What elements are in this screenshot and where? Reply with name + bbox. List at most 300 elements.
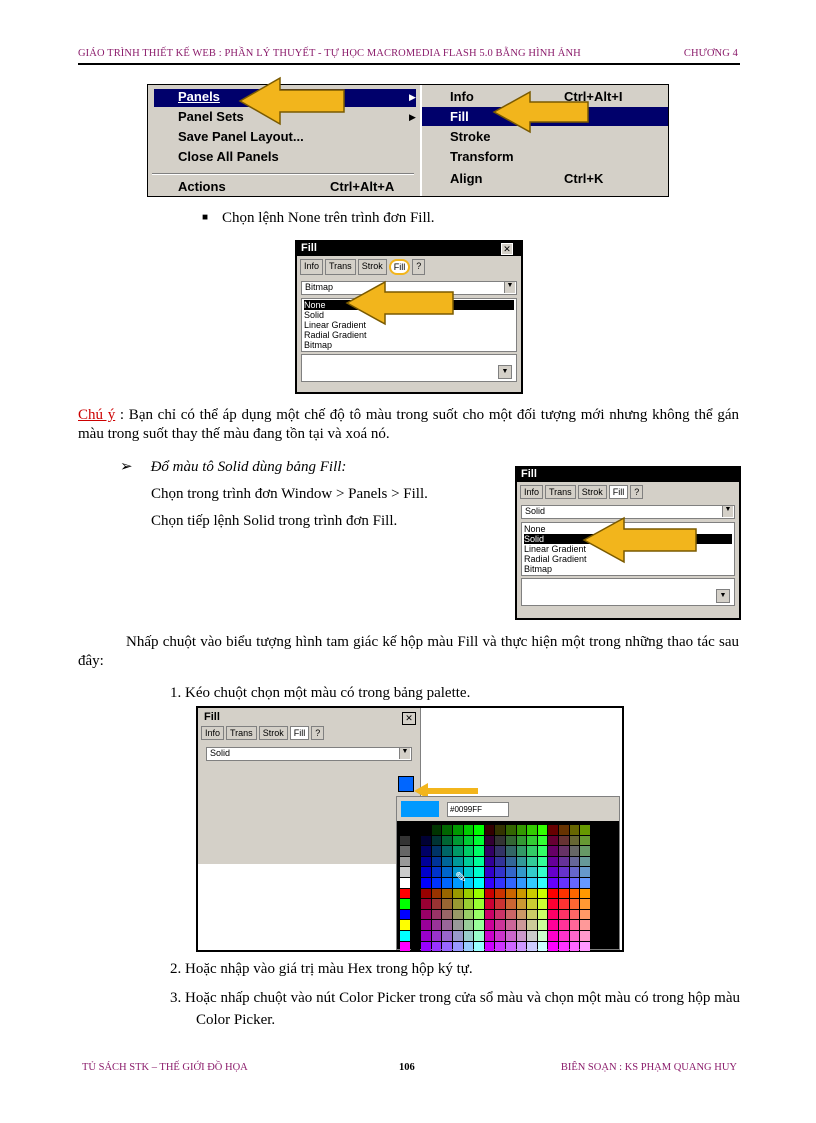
- color-swatch[interactable]: [464, 836, 474, 846]
- color-swatch[interactable]: [548, 878, 558, 888]
- color-swatch[interactable]: [485, 910, 495, 920]
- color-swatch[interactable]: [474, 857, 484, 867]
- color-swatch[interactable]: [559, 867, 569, 877]
- color-swatch[interactable]: [538, 825, 548, 835]
- color-swatch[interactable]: [570, 878, 580, 888]
- color-swatch[interactable]: [432, 857, 442, 867]
- option-none[interactable]: None: [524, 524, 546, 534]
- option-bitmap[interactable]: Bitmap: [304, 340, 333, 350]
- color-swatch[interactable]: [442, 931, 452, 941]
- pointer-arrow-icon: [492, 90, 592, 134]
- page-header: [78, 48, 738, 59]
- color-swatch[interactable]: [411, 889, 421, 899]
- color-swatch[interactable]: [474, 878, 484, 888]
- color-swatch[interactable]: [442, 846, 452, 856]
- color-swatch[interactable]: [570, 846, 580, 856]
- color-swatch[interactable]: [432, 825, 442, 835]
- submenu-item-align[interactable]: Align: [450, 171, 483, 186]
- color-swatch[interactable]: [517, 878, 527, 888]
- color-swatch[interactable]: [538, 846, 548, 856]
- bullet-item: ■ Chọn lệnh None trên trình đơn Fill.: [202, 210, 435, 226]
- color-swatch[interactable]: [517, 889, 527, 899]
- option-bitmap[interactable]: Bitmap: [524, 564, 553, 574]
- chevron-down-icon[interactable]: ▼: [716, 589, 730, 603]
- color-swatch[interactable]: [506, 910, 516, 920]
- color-swatch[interactable]: [464, 931, 474, 941]
- color-swatch[interactable]: [442, 942, 452, 952]
- panel-title: Fill: [204, 711, 220, 723]
- color-swatch[interactable]: [506, 931, 516, 941]
- color-swatch[interactable]: [517, 920, 527, 930]
- color-swatch[interactable]: [442, 825, 452, 835]
- section-line-2: Chọn tiếp lệnh Solid trong trình đơn Fill.: [151, 513, 398, 529]
- color-swatch[interactable]: [538, 910, 548, 920]
- color-swatch[interactable]: [421, 942, 431, 952]
- color-swatch[interactable]: [485, 931, 495, 941]
- color-swatch[interactable]: [548, 846, 558, 856]
- color-swatch[interactable]: [527, 836, 537, 846]
- step-1: 1. Kéo chuột chọn một màu có trong bảng palette.: [170, 685, 471, 701]
- color-swatch[interactable]: [485, 846, 495, 856]
- color-swatch[interactable]: [453, 836, 463, 846]
- color-swatch[interactable]: [400, 889, 410, 899]
- panel-preview-area: [301, 354, 517, 382]
- close-icon[interactable]: ✕: [501, 243, 513, 255]
- color-swatch[interactable]: [570, 931, 580, 941]
- color-swatch[interactable]: [527, 931, 537, 941]
- color-swatch[interactable]: [527, 846, 537, 856]
- color-swatch[interactable]: [400, 942, 410, 952]
- color-swatch[interactable]: [570, 836, 580, 846]
- color-swatch[interactable]: [506, 836, 516, 846]
- color-swatch[interactable]: [495, 931, 505, 941]
- color-swatch[interactable]: [580, 836, 590, 846]
- section-line-1: Chọn trong trình đơn Window > Panels > Fill.: [151, 486, 428, 502]
- menu-separator: [152, 173, 414, 175]
- color-swatch[interactable]: [517, 931, 527, 941]
- color-swatch[interactable]: [442, 889, 452, 899]
- color-swatch[interactable]: [442, 836, 452, 846]
- color-swatch[interactable]: [570, 910, 580, 920]
- color-swatch[interactable]: [548, 899, 558, 909]
- color-swatch[interactable]: [495, 836, 505, 846]
- color-swatch[interactable]: [506, 920, 516, 930]
- color-swatch[interactable]: [517, 899, 527, 909]
- color-swatch[interactable]: [559, 825, 569, 835]
- footer-series: TỦ SÁCH STK – THẾ GIỚI ĐỒ HỌA: [82, 1062, 248, 1073]
- help-icon[interactable]: ?: [630, 485, 643, 499]
- option-solid[interactable]: Solid: [304, 310, 325, 320]
- chevron-down-icon[interactable]: ▼: [399, 748, 410, 759]
- color-swatch[interactable]: [421, 920, 431, 930]
- color-swatch[interactable]: [570, 825, 580, 835]
- color-swatch[interactable]: [464, 899, 474, 909]
- fill-type-select[interactable]: Bitmap ▼: [301, 281, 517, 295]
- color-swatch[interactable]: [485, 920, 495, 930]
- color-swatch[interactable]: [453, 899, 463, 909]
- eyedropper-icon: ✎: [455, 869, 467, 885]
- color-swatch[interactable]: [506, 846, 516, 856]
- color-swatch[interactable]: [548, 825, 558, 835]
- color-swatch[interactable]: [421, 825, 431, 835]
- color-swatch[interactable]: [538, 878, 548, 888]
- color-swatch[interactable]: [485, 857, 495, 867]
- color-swatch[interactable]: [538, 867, 548, 877]
- color-swatch[interactable]: [580, 920, 590, 930]
- color-swatch[interactable]: [580, 878, 590, 888]
- tab-info[interactable]: Info: [520, 485, 543, 499]
- color-swatch[interactable]: [485, 867, 495, 877]
- panel-tabs: [198, 726, 420, 743]
- chevron-down-icon[interactable]: ▼: [498, 365, 512, 379]
- tab-fill[interactable]: Fill: [609, 485, 629, 499]
- color-swatch[interactable]: [570, 857, 580, 867]
- color-swatch[interactable]: [432, 931, 442, 941]
- menu-item-actions[interactable]: Actions: [178, 179, 226, 194]
- color-swatch[interactable]: [432, 867, 442, 877]
- pointer-arrow-icon: [238, 76, 348, 126]
- color-swatch[interactable]: [559, 889, 569, 899]
- color-swatch[interactable]: [464, 825, 474, 835]
- color-swatch[interactable]: [548, 867, 558, 877]
- color-swatch[interactable]: [432, 889, 442, 899]
- color-swatch[interactable]: [453, 825, 463, 835]
- instruction-paragraph: Nhấp chuột vào biểu tượng hình tam giác kế hộp màu Fill và thực hiện một trong những thao tác sau đây:: [78, 634, 739, 669]
- color-swatch[interactable]: [421, 878, 431, 888]
- panel-title: Fill: [517, 468, 739, 482]
- color-swatch[interactable]: [400, 899, 410, 909]
- color-swatch[interactable]: [464, 920, 474, 930]
- section-heading: ➢ Đổ màu tô Solid dùng bảng Fill:: [120, 459, 347, 475]
- tab-fill[interactable]: Fill: [389, 259, 411, 275]
- color-swatch[interactable]: [538, 931, 548, 941]
- color-swatch[interactable]: [453, 889, 463, 899]
- submenu-arrow-icon: ▶: [409, 92, 416, 102]
- color-swatch[interactable]: [453, 931, 463, 941]
- color-swatch[interactable]: [474, 836, 484, 846]
- color-swatch[interactable]: [400, 846, 410, 856]
- color-swatch[interactable]: [517, 825, 527, 835]
- color-swatch[interactable]: [432, 910, 442, 920]
- color-swatch[interactable]: [570, 942, 580, 952]
- help-icon[interactable]: ?: [412, 259, 425, 275]
- submenu-item-stroke[interactable]: Stroke: [450, 129, 491, 144]
- color-swatch[interactable]: [411, 857, 421, 867]
- color-swatch[interactable]: [421, 867, 431, 877]
- help-icon[interactable]: ?: [311, 726, 324, 740]
- color-swatch[interactable]: [527, 920, 537, 930]
- color-swatch[interactable]: [432, 942, 442, 952]
- color-swatch[interactable]: [495, 910, 505, 920]
- color-swatch[interactable]: [517, 942, 527, 952]
- color-swatch[interactable]: [421, 899, 431, 909]
- color-grid[interactable]: [400, 825, 590, 951]
- color-swatch[interactable]: [411, 910, 421, 920]
- color-swatch[interactable]: [411, 931, 421, 941]
- footer-author: BIÊN SOẠN : KS PHẠM QUANG HUY: [560, 1062, 737, 1073]
- color-swatch[interactable]: [495, 867, 505, 877]
- color-swatch[interactable]: [474, 920, 484, 930]
- color-swatch[interactable]: [527, 899, 537, 909]
- color-swatch[interactable]: [538, 857, 548, 867]
- menu-item-panels[interactable]: Panels: [178, 89, 220, 104]
- color-preview-swatch: [401, 801, 439, 817]
- color-swatch[interactable]: [580, 899, 590, 909]
- panel-title: Fill: [297, 242, 521, 256]
- color-swatch[interactable]: [421, 931, 431, 941]
- option-radial[interactable]: Radial Gradient: [524, 554, 587, 564]
- color-swatch[interactable]: [453, 942, 463, 952]
- color-swatch[interactable]: [411, 920, 421, 930]
- color-swatch[interactable]: [495, 899, 505, 909]
- color-swatch[interactable]: [559, 878, 569, 888]
- color-swatch[interactable]: [538, 889, 548, 899]
- bullet-icon: ■: [202, 212, 209, 223]
- color-swatch[interactable]: [442, 857, 452, 867]
- tab-transform[interactable]: Trans: [325, 259, 356, 275]
- color-swatch[interactable]: [421, 889, 431, 899]
- color-swatch[interactable]: [495, 846, 505, 856]
- pointer-arrow-icon: [345, 280, 457, 326]
- color-swatch[interactable]: [495, 857, 505, 867]
- color-swatch[interactable]: [432, 899, 442, 909]
- note-paragraph: Chú ý : Bạn chỉ có thể áp dụng một chế độ tô màu trong suốt cho một đối tượng mới nhưng không thể gán màu trong suốt thay thế màu đang tồn tại và xoá nó.: [78, 407, 739, 442]
- color-swatch[interactable]: [411, 846, 421, 856]
- submenu-arrow-icon: ▶: [409, 112, 416, 122]
- color-swatch[interactable]: [570, 867, 580, 877]
- color-swatch[interactable]: [580, 846, 590, 856]
- color-swatch[interactable]: [580, 910, 590, 920]
- color-swatch[interactable]: [527, 878, 537, 888]
- color-swatch[interactable]: [411, 825, 421, 835]
- color-swatch[interactable]: [485, 836, 495, 846]
- color-swatch[interactable]: [453, 857, 463, 867]
- color-swatch[interactable]: [580, 825, 590, 835]
- color-swatch[interactable]: [570, 889, 580, 899]
- color-swatch[interactable]: [538, 920, 548, 930]
- color-swatch[interactable]: [527, 942, 537, 952]
- color-swatch[interactable]: [527, 867, 537, 877]
- panel-preview-area: [521, 578, 735, 606]
- chapter-label: CHƯƠNG 4: [683, 48, 738, 59]
- color-swatch[interactable]: [548, 931, 558, 941]
- color-swatch[interactable]: [548, 920, 558, 930]
- color-swatch[interactable]: [506, 899, 516, 909]
- color-swatch[interactable]: [559, 910, 569, 920]
- color-swatch[interactable]: [464, 942, 474, 952]
- color-swatch[interactable]: [453, 846, 463, 856]
- chevron-down-icon[interactable]: ▼: [722, 506, 733, 517]
- page-number: 106: [399, 1062, 415, 1073]
- color-swatch[interactable]: [559, 899, 569, 909]
- color-swatch[interactable]: [495, 878, 505, 888]
- header-rule: [78, 63, 740, 65]
- color-swatch[interactable]: [495, 942, 505, 952]
- color-swatch[interactable]: [485, 878, 495, 888]
- tab-fill[interactable]: Fill: [290, 726, 310, 740]
- color-swatch[interactable]: [474, 910, 484, 920]
- option-solid[interactable]: Solid: [524, 534, 732, 544]
- fill-panel: [198, 708, 421, 864]
- color-swatch[interactable]: [474, 889, 484, 899]
- color-swatch[interactable]: [411, 942, 421, 952]
- option-radial[interactable]: Radial Gradient: [304, 330, 367, 340]
- color-swatch[interactable]: [538, 942, 548, 952]
- color-swatch[interactable]: [548, 942, 558, 952]
- color-swatch[interactable]: [538, 836, 548, 846]
- hex-input[interactable]: #0099FF: [447, 802, 509, 817]
- color-swatch[interactable]: [559, 846, 569, 856]
- color-swatch[interactable]: [580, 857, 590, 867]
- tab-stroke[interactable]: Strok: [578, 485, 607, 499]
- option-linear[interactable]: Linear Gradient: [304, 320, 367, 330]
- color-swatch[interactable]: [506, 942, 516, 952]
- tab-info[interactable]: Info: [201, 726, 224, 740]
- color-swatch[interactable]: [464, 910, 474, 920]
- color-swatch[interactable]: [421, 836, 431, 846]
- color-swatch[interactable]: [400, 920, 410, 930]
- color-swatch[interactable]: [548, 836, 558, 846]
- color-swatch[interactable]: [495, 889, 505, 899]
- color-swatch[interactable]: [421, 910, 431, 920]
- color-swatch[interactable]: [527, 857, 537, 867]
- color-swatch[interactable]: [442, 878, 452, 888]
- color-swatch[interactable]: [517, 836, 527, 846]
- color-swatch[interactable]: [400, 867, 410, 877]
- color-swatch[interactable]: [474, 942, 484, 952]
- color-swatch[interactable]: [548, 857, 558, 867]
- color-swatch[interactable]: [506, 857, 516, 867]
- submenu-item-fill[interactable]: Fill: [450, 109, 469, 124]
- step-2: 2. Hoặc nhập vào giá trị màu Hex trong hộp ký tự.: [170, 961, 473, 977]
- color-swatch[interactable]: [506, 867, 516, 877]
- submenu-item-transform[interactable]: Transform: [450, 149, 514, 164]
- color-swatch[interactable]: [517, 867, 527, 877]
- color-swatch[interactable]: [474, 825, 484, 835]
- color-swatch[interactable]: [400, 931, 410, 941]
- color-swatch[interactable]: [421, 846, 431, 856]
- actions-shortcut: Ctrl+Alt+A: [330, 179, 395, 194]
- color-swatch[interactable]: [453, 910, 463, 920]
- option-none[interactable]: None: [304, 300, 514, 310]
- color-swatch[interactable]: [411, 836, 421, 846]
- color-swatch[interactable]: [559, 942, 569, 952]
- color-palette-popup: [396, 796, 620, 950]
- note-label: Chú ý: [78, 407, 116, 423]
- color-swatch[interactable]: [453, 920, 463, 930]
- color-swatch[interactable]: [559, 836, 569, 846]
- color-swatch[interactable]: [421, 857, 431, 867]
- color-swatch[interactable]: [411, 878, 421, 888]
- color-swatch[interactable]: [442, 910, 452, 920]
- color-swatch[interactable]: [400, 836, 410, 846]
- color-swatch[interactable]: [538, 899, 548, 909]
- pointer-arrow-icon: [582, 516, 700, 564]
- color-swatch[interactable]: [400, 857, 410, 867]
- align-shortcut: Ctrl+K: [564, 171, 604, 186]
- color-swatch[interactable]: [400, 878, 410, 888]
- submenu-item-info[interactable]: Info: [450, 89, 474, 104]
- color-swatch[interactable]: [411, 867, 421, 877]
- color-swatch[interactable]: [432, 920, 442, 930]
- color-swatch[interactable]: [580, 942, 590, 952]
- menu-item-close-panels[interactable]: Close All Panels: [178, 149, 279, 164]
- color-swatch[interactable]: [464, 857, 474, 867]
- tab-stroke[interactable]: Strok: [259, 726, 288, 740]
- chevron-down-icon[interactable]: ▼: [504, 282, 515, 293]
- color-swatch[interactable]: [570, 920, 580, 930]
- color-swatch[interactable]: [527, 910, 537, 920]
- color-swatch[interactable]: [474, 899, 484, 909]
- color-swatch[interactable]: [400, 910, 410, 920]
- color-swatch[interactable]: [442, 899, 452, 909]
- color-swatch[interactable]: [570, 899, 580, 909]
- color-swatch[interactable]: [485, 899, 495, 909]
- color-swatch[interactable]: [548, 910, 558, 920]
- color-swatch[interactable]: [485, 942, 495, 952]
- color-swatch[interactable]: [464, 846, 474, 856]
- color-swatch[interactable]: [485, 825, 495, 835]
- close-icon[interactable]: ✕: [402, 712, 416, 725]
- panel-tabs: [297, 256, 521, 278]
- color-swatch[interactable]: [559, 931, 569, 941]
- color-swatch[interactable]: [559, 857, 569, 867]
- color-swatch[interactable]: [432, 846, 442, 856]
- color-swatch[interactable]: [517, 857, 527, 867]
- color-swatch[interactable]: [485, 889, 495, 899]
- fill-type-select[interactable]: Solid ▼: [521, 505, 735, 519]
- color-swatch[interactable]: [580, 889, 590, 899]
- color-swatch[interactable]: [474, 931, 484, 941]
- arrow-bullet-icon: ➢: [120, 459, 133, 475]
- color-swatch[interactable]: [400, 825, 410, 835]
- color-swatch[interactable]: [506, 878, 516, 888]
- fill-type-select[interactable]: Solid ▼: [206, 747, 412, 761]
- color-swatch[interactable]: [495, 920, 505, 930]
- color-swatch[interactable]: [580, 931, 590, 941]
- color-swatch[interactable]: [495, 825, 505, 835]
- color-swatch[interactable]: [517, 846, 527, 856]
- tab-stroke[interactable]: Strok: [358, 259, 387, 275]
- menu-item-panel-sets[interactable]: Panel Sets: [178, 109, 244, 124]
- color-swatch[interactable]: [580, 867, 590, 877]
- color-swatch[interactable]: [527, 825, 537, 835]
- header-title: GIÁO TRÌNH THIẾT KẾ WEB : PHẦN LÝ THUYẾT - TỰ HỌC MACROMEDIA FLASH 5.0 BẰNG HÌNH ẢNH: [78, 48, 581, 59]
- color-swatch[interactable]: [559, 920, 569, 930]
- fill-panel-palette: [196, 706, 624, 952]
- color-swatch[interactable]: [474, 867, 484, 877]
- color-swatch[interactable]: [506, 889, 516, 899]
- color-swatch[interactable]: [527, 889, 537, 899]
- step-3: 3. Hoặc nhấp chuột vào nút Color Picker trong cửa sổ màu và chọn một màu có trong hộp màu Color Picker.: [170, 990, 740, 1028]
- tab-transform[interactable]: Trans: [226, 726, 257, 740]
- color-swatch[interactable]: [411, 899, 421, 909]
- color-swatch[interactable]: [474, 846, 484, 856]
- menu-item-save-layout[interactable]: Save Panel Layout...: [178, 129, 304, 144]
- color-swatch[interactable]: [506, 825, 516, 835]
- page-footer: [82, 1062, 737, 1073]
- option-linear[interactable]: Linear Gradient: [524, 544, 587, 554]
- color-swatch[interactable]: [432, 836, 442, 846]
- color-swatch[interactable]: [548, 889, 558, 899]
- color-swatch[interactable]: [432, 878, 442, 888]
- color-swatch[interactable]: [517, 910, 527, 920]
- color-swatch[interactable]: [442, 867, 452, 877]
- tab-info[interactable]: Info: [300, 259, 323, 275]
- color-swatch[interactable]: [442, 920, 452, 930]
- color-swatch[interactable]: [464, 889, 474, 899]
- tab-transform[interactable]: Trans: [545, 485, 576, 499]
